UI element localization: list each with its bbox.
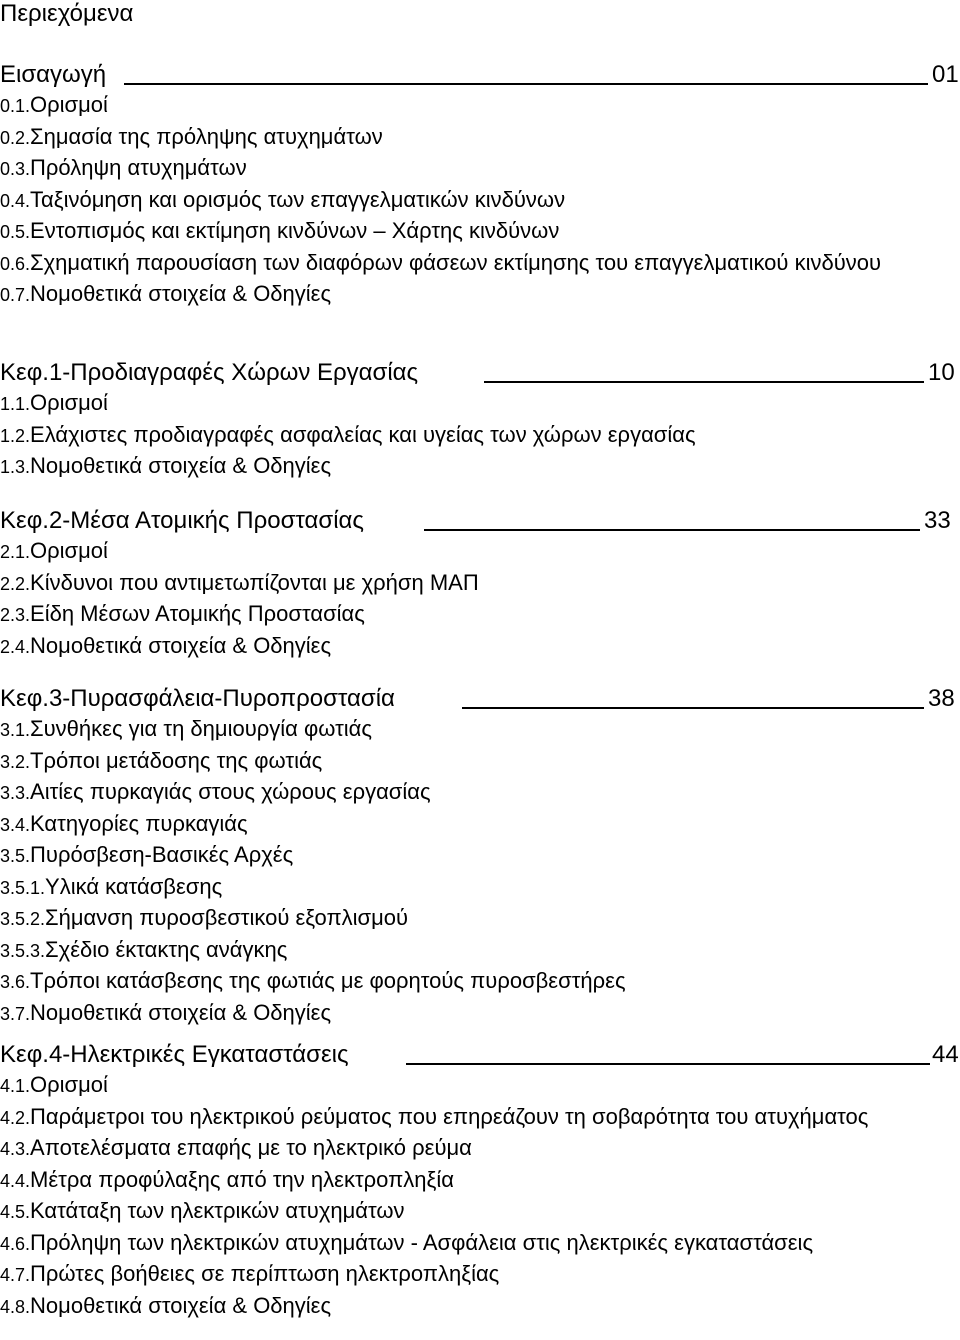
item-number: 3.7. bbox=[0, 1003, 31, 1024]
toc-item[interactable] bbox=[0, 153, 960, 185]
toc-item[interactable] bbox=[0, 420, 960, 452]
item-label: Ορισμοί bbox=[30, 538, 108, 563]
toc-item[interactable] bbox=[0, 998, 960, 1030]
item-label: Μέτρα προφύλαξης από την ηλεκτροπληξία bbox=[30, 1166, 454, 1192]
item-label: Αποτελέσματα επαφής με το ηλεκτρικό ρεύμα bbox=[30, 1135, 472, 1160]
item-label: Νομοθετικά στοιχεία & Οδηγίες bbox=[30, 1292, 332, 1318]
item-label: Ελάχιστες προδιαγραφές ασφαλείας και υγείας των χώρων εργασίας bbox=[30, 421, 696, 447]
chapter-title: Κεφ.2-Μέσα Ατομικής Προστασίας bbox=[0, 507, 364, 534]
item-label: Ορισμοί bbox=[30, 92, 108, 117]
item-label: Σχηματική παρουσίαση των διαφόρων φάσεων εκτίμησης του επαγγελματικού κινδύνου bbox=[30, 249, 881, 275]
toc-item[interactable] bbox=[0, 90, 960, 122]
toc-item[interactable] bbox=[0, 568, 960, 600]
toc-item[interactable] bbox=[0, 185, 960, 217]
toc-chapter-heading[interactable] bbox=[0, 60, 960, 90]
item-label: Νομοθετικά στοιχεία & Οδηγίες bbox=[30, 453, 332, 478]
item-number: 4.1. bbox=[0, 1076, 31, 1096]
item-number: 0.7. bbox=[0, 285, 31, 305]
toc-chapter-heading[interactable] bbox=[0, 506, 960, 536]
item-number: 1.1. bbox=[0, 394, 31, 414]
item-number: 0.1. bbox=[0, 96, 31, 116]
item-label: Πρόληψη ατυχημάτων bbox=[30, 155, 247, 180]
chapter-title: Κεφ.1-Προδιαγραφές Χώρων Εργασίας bbox=[0, 359, 419, 386]
toc-item[interactable] bbox=[0, 966, 960, 998]
toc-item[interactable] bbox=[0, 1259, 960, 1291]
chapter-page-number: 44 bbox=[932, 1041, 959, 1068]
item-number: 3.2. bbox=[0, 751, 31, 772]
item-label: Εντοπισμός και εκτίμηση κινδύνων – Χάρτης κινδύνων bbox=[30, 218, 560, 243]
item-number: 2.1. bbox=[0, 542, 31, 562]
toc-item[interactable] bbox=[0, 216, 960, 248]
item-label: Κατάταξη των ηλεκτρικών ατυχημάτων bbox=[30, 1198, 405, 1223]
toc-section-chapter-3 bbox=[0, 684, 960, 1029]
toc-item[interactable] bbox=[0, 1291, 960, 1323]
toc-item[interactable] bbox=[0, 714, 960, 746]
item-number: 0.4. bbox=[0, 190, 31, 211]
toc-section-intro bbox=[0, 60, 960, 311]
toc-chapter-heading[interactable] bbox=[0, 1040, 960, 1070]
chapter-title: Κεφ.4-Ηλεκτρικές Εγκαταστάσεις bbox=[0, 1041, 349, 1068]
item-number: 4.6. bbox=[0, 1233, 31, 1254]
toc-chapter-heading[interactable] bbox=[0, 358, 960, 388]
toc-item[interactable] bbox=[0, 451, 960, 483]
item-number: 3.1. bbox=[0, 720, 31, 740]
leader-line bbox=[484, 381, 924, 383]
item-number: 0.6. bbox=[0, 253, 31, 274]
item-label: Τρόποι κατάσβεσης της φωτιάς με φορητούς πυροσβεστήρες bbox=[30, 968, 626, 993]
toc-item[interactable] bbox=[0, 1196, 960, 1228]
toc-item[interactable] bbox=[0, 777, 960, 809]
item-label: Τρόποι μετάδοσης της φωτιάς bbox=[30, 747, 323, 773]
item-number: 4.2. bbox=[0, 1107, 31, 1128]
item-label: Κίνδυνοι που αντιμετωπίζονται με χρήση ΜΑΠ bbox=[30, 569, 479, 595]
item-number: 4.7. bbox=[0, 1265, 31, 1285]
item-number: 2.3. bbox=[0, 605, 31, 625]
toc-section-chapter-4 bbox=[0, 1040, 960, 1322]
item-number: 2.2. bbox=[0, 573, 31, 594]
item-label: Ορισμοί bbox=[30, 390, 108, 415]
toc-chapter-heading[interactable] bbox=[0, 684, 960, 714]
item-number: 1.2. bbox=[0, 425, 31, 446]
toc-item[interactable] bbox=[0, 746, 960, 778]
chapter-page-number: 38 bbox=[928, 685, 955, 712]
leader-line bbox=[424, 529, 920, 531]
toc-item[interactable] bbox=[0, 631, 960, 663]
item-number: 0.5. bbox=[0, 222, 31, 242]
toc-item[interactable] bbox=[0, 1165, 960, 1197]
item-label: Πρώτες βοήθειες σε περίπτωση ηλεκτροπληξίας bbox=[30, 1261, 500, 1286]
item-label: Υλικά κατάσβεσης bbox=[45, 873, 223, 899]
toc-item[interactable] bbox=[0, 903, 960, 935]
item-number: 1.3. bbox=[0, 457, 31, 477]
chapter-title: Εισαγωγή bbox=[0, 61, 107, 88]
toc-section-chapter-2 bbox=[0, 506, 960, 662]
item-label: Σήμανση πυροσβεστικού εξοπλισμού bbox=[45, 905, 409, 930]
toc-item[interactable] bbox=[0, 809, 960, 841]
leader-line bbox=[406, 1063, 930, 1065]
toc-item[interactable] bbox=[0, 599, 960, 631]
leader-line bbox=[124, 83, 928, 85]
item-label: Συνθήκες για τη δημιουργία φωτιάς bbox=[30, 716, 372, 741]
item-number: 3.6. bbox=[0, 972, 31, 992]
toc-item[interactable] bbox=[0, 388, 960, 420]
item-label: Κατηγορίες πυρκαγιάς bbox=[30, 810, 248, 836]
leader-line bbox=[462, 707, 924, 709]
item-number: 4.4. bbox=[0, 1170, 31, 1191]
chapter-title: Κεφ.3-Πυρασφάλεια-Πυροπροστασία bbox=[0, 685, 395, 712]
item-label: Νομοθετικά στοιχεία & Οδηγίες bbox=[30, 999, 332, 1025]
item-label: Πυρόσβεση-Βασικές Αρχές bbox=[30, 842, 294, 867]
item-label: Πρόληψη των ηλεκτρικών ατυχημάτων - Ασφάλεια στις ηλεκτρικές εγκαταστάσεις bbox=[30, 1229, 814, 1255]
item-number: 2.4. bbox=[0, 636, 31, 657]
chapter-page-number: 33 bbox=[924, 507, 951, 534]
chapter-page-number: 01 bbox=[932, 61, 959, 88]
toc-item[interactable] bbox=[0, 840, 960, 872]
item-label: Νομοθετικά στοιχεία & Οδηγίες bbox=[30, 281, 332, 306]
item-number: 0.3. bbox=[0, 159, 31, 179]
toc-item[interactable] bbox=[0, 1070, 960, 1102]
toc-item[interactable] bbox=[0, 1228, 960, 1260]
item-number: 3.3. bbox=[0, 783, 31, 803]
chapter-page-number: 10 bbox=[928, 359, 955, 386]
item-label: Ορισμοί bbox=[30, 1072, 108, 1097]
toc-item[interactable] bbox=[0, 872, 960, 904]
item-number: 3.5. bbox=[0, 846, 31, 866]
item-number: 4.3. bbox=[0, 1139, 31, 1159]
item-number: 0.2. bbox=[0, 127, 31, 148]
item-number: 3.5.3. bbox=[0, 940, 46, 961]
item-label: Είδη Μέσων Ατομικής Προστασίας bbox=[30, 601, 365, 626]
item-number: 3.4. bbox=[0, 814, 31, 835]
toc-item[interactable] bbox=[0, 248, 900, 280]
page-title: Περιεχόμενα bbox=[0, 0, 134, 27]
item-number: 3.5.1. bbox=[0, 877, 46, 898]
toc-section-chapter-1 bbox=[0, 358, 960, 483]
item-number: 4.5. bbox=[0, 1202, 31, 1222]
item-label: Νομοθετικά στοιχεία & Οδηγίες bbox=[30, 632, 332, 658]
item-label: Αιτίες πυρκαγιάς στους χώρους εργασίας bbox=[30, 779, 431, 804]
toc-item[interactable] bbox=[0, 935, 960, 967]
item-label: Σημασία της πρόληψης ατυχημάτων bbox=[30, 123, 383, 149]
toc-item[interactable] bbox=[0, 1133, 960, 1165]
toc-item[interactable] bbox=[0, 1102, 900, 1134]
toc-item[interactable] bbox=[0, 122, 960, 154]
toc-item[interactable] bbox=[0, 279, 960, 311]
item-number: 4.8. bbox=[0, 1296, 31, 1317]
item-label: Παράμετροι του ηλεκτρικού ρεύματος που επηρεάζουν τη σοβαρότητα του ατυχήματος bbox=[30, 1103, 869, 1129]
item-label: Σχέδιο έκτακτης ανάγκης bbox=[45, 936, 288, 962]
item-label: Ταξινόμηση και ορισμός των επαγγελματικών κινδύνων bbox=[30, 186, 566, 212]
toc-item[interactable] bbox=[0, 536, 960, 568]
item-number: 3.5.2. bbox=[0, 909, 46, 929]
